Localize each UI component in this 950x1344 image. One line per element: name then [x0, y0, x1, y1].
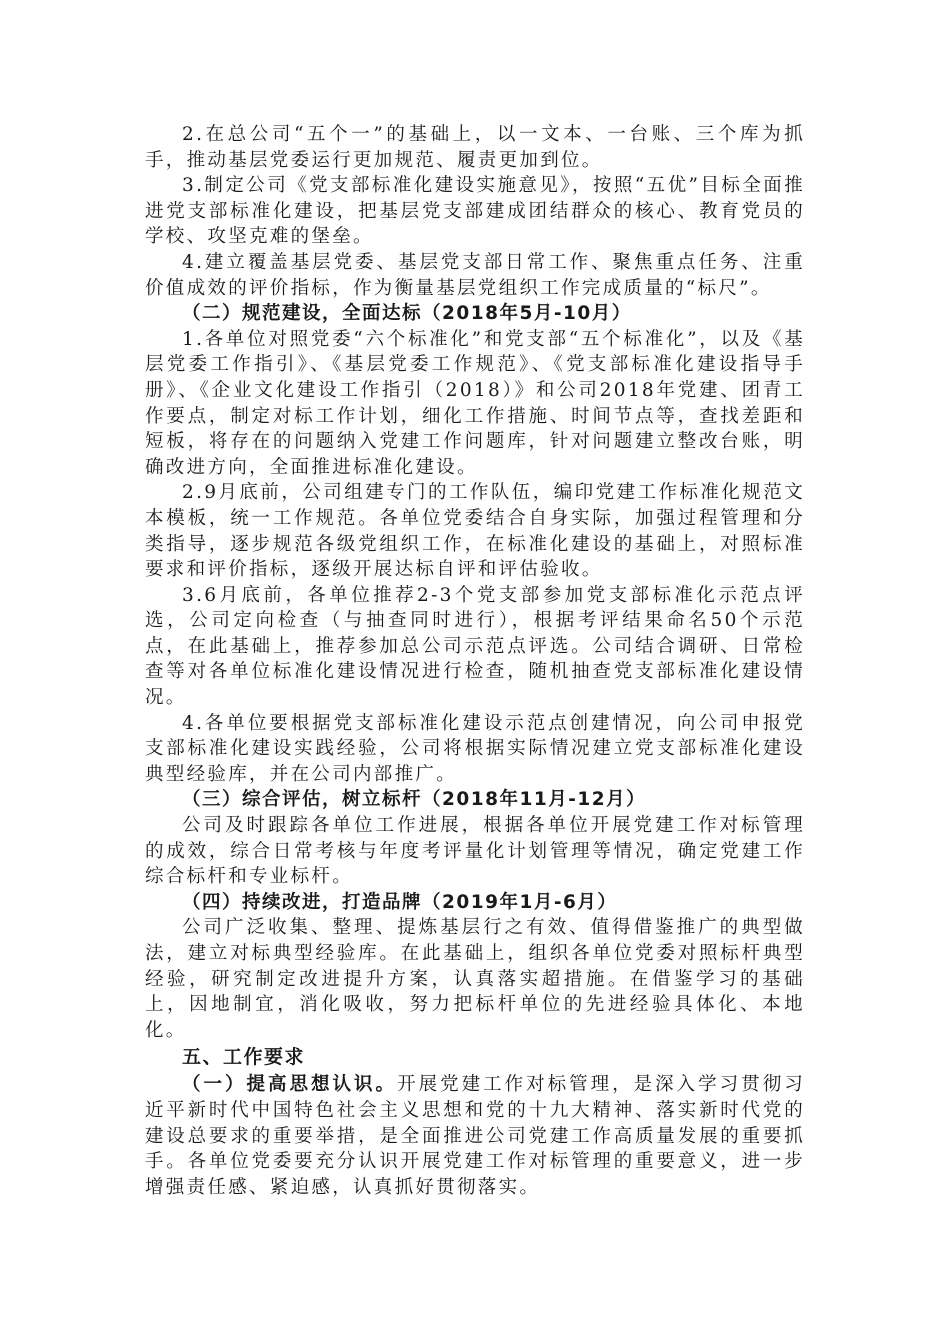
item-paragraph: 3.制定公司《党支部标准化建设实施意见》，按照“五优”目标全面推进党支部标准化建设，把基层党支部建成团结群众的核心、教育党员的学校、攻坚克难的堡垒。: [145, 175, 805, 248]
chapter-heading: 五、工作要求: [182, 1046, 306, 1069]
section-heading: （二）规范建设，全面达标（2018年5月-10月）: [182, 303, 632, 325]
item-paragraph: 2.9月底前，公司组建专门的工作队伍，编印党建工作标准化规范文本模板，统一工作规范。各单位党委结合自身实际，加强过程管理和分类指导，逐步规范各级党组织工作，在标准化建设的基础上，对照标准要求和评价指标，逐级开展达标自评和评估验收。: [145, 482, 805, 581]
lead-body: 开展党建工作对标管理，是深入学习贯彻习近平新时代中国特色社会主义思想和党的十九大精神、落实新时代党的建设总要求的重要举措，是全面推进公司党建工作高质量发展的重要抓手。各单位党委要充分认识开展党建工作对标管理的重要意义，进一步增强责任感、紧迫感，认真抓好贯彻落实。: [145, 1074, 805, 1198]
item-paragraph: 公司及时跟踪各单位工作进展，根据各单位开展党建工作对标管理的成效，综合日常考核与年度考评量化计划管理等情况，确定党建工作综合标杆和专业标杆。: [145, 815, 805, 888]
section-heading: （四）持续改进，打造品牌（2019年1月-6月）: [182, 891, 618, 913]
item-paragraph: 1.各单位对照党委“六个标准化”和党支部“五个标准化”，以及《基层党委工作指引》、《基层党委工作规范》、《党支部标准化建设指导手册》、《企业文化建设工作指引（2018）》和公司2018年党建、团青工作要点，制定对标工作计划，细化工作措施、时间节点等，查找差距和短板，将存在的问题纳入党建工作问题库，针对问题建立整改台账，明确改进方向，全面推进标准化建设。: [145, 328, 805, 478]
document-page: [145, 122, 805, 1200]
item-paragraph: 4.各单位要根据党支部标准化建设示范点创建情况，向公司申报党支部标准化建设实践经验，公司将根据实际情况建立党支部标准化建设典型经验库，并在公司内部推广。: [145, 712, 805, 785]
lead-paragraph: [145, 1072, 805, 1200]
item-paragraph: 4.建立覆盖基层党委、基层党支部日常工作、聚焦重点任务、注重价值成效的评价指标，作为衡量基层党组织工作完成质量的“标尺”。: [145, 251, 805, 299]
item-paragraph: 公司广泛收集、整理、提炼基层行之有效、值得借鉴推广的典型做法，建立对标典型经验库。在此基础上，组织各单位党委对照标杆典型经验，研究制定改进提升方案，认真落实超措施。在借鉴学习的基础上，因地制宜，消化吸收，努力把标杆单位的先进经验具体化、本地化。: [145, 917, 805, 1041]
lead-heading: （一）提高思想认识。: [182, 1074, 398, 1096]
section-heading: （三）综合评估，树立标杆（2018年11月-12月）: [182, 789, 647, 811]
item-paragraph: 3.6月底前，各单位推荐2-3个党支部参加党支部标准化示范点评选，公司定向检查（与抽查同时进行），根据考评结果命名50个示范点，在此基础上，推荐参加总公司示范点评选。公司结合调研、日常检查等对各单位标准化建设情况进行检查，随机抽查党支部标准化建设情况。: [145, 584, 805, 709]
item-paragraph: 2.在总公司“五个一”的基础上，以一文本、一台账、三个库为抓手，推动基层党委运行更加规范、履责更加到位。: [145, 124, 805, 171]
